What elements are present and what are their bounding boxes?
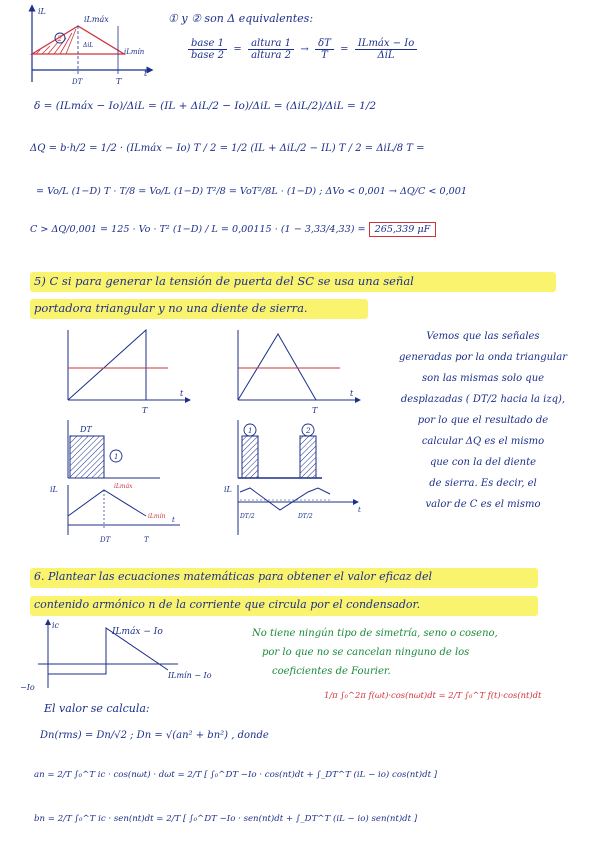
top-graph-circle: 2 bbox=[57, 35, 62, 43]
top-graph-peak: iLmáx bbox=[84, 15, 109, 24]
section5-graphs bbox=[40, 320, 380, 550]
g5-left-il: iL bbox=[50, 485, 58, 494]
frac-base1: base 1 bbox=[188, 38, 227, 50]
g6-neg: −Io bbox=[20, 683, 35, 692]
g5-left-min: iLmín bbox=[148, 513, 166, 520]
g5-left-dt2: DT bbox=[100, 536, 111, 544]
eq-line-3: ΔQ = b·h/2 = 1/2 · (ILmáx − Io) T / 2 = 1/2 (IL + ΔiL/2 − IL) T / 2 = ΔiL/8 T = bbox=[30, 143, 425, 154]
g5-left-t: t bbox=[180, 389, 184, 398]
frac-base2: base 2 bbox=[191, 50, 224, 61]
top-triangle-graph bbox=[20, 2, 160, 90]
top-graph-taxis: t bbox=[144, 69, 148, 78]
s5-para-line: generadas por la onda triangular bbox=[399, 352, 567, 363]
bn-eq: bn = 2/T ∫₀^T ic · sen(nt)dt = 2/T [ ∫₀^DT −Io · sen(nt)dt + ∫_DT^T (iL − io) sen(nt)dt ] bbox=[34, 814, 418, 824]
eq-line-2: δ = (ILmáx − Io)/ΔiL = (IL + ΔiL/2 − Io)/ΔiL = (ΔiL/2)/ΔiL = 1/2 bbox=[34, 100, 377, 112]
top-graph-low: iLmín bbox=[124, 48, 145, 56]
s5-para-line: que con la del diente bbox=[429, 457, 537, 468]
frac-ilmax: ILmáx − Io bbox=[355, 38, 417, 50]
section5-paragraph bbox=[378, 326, 588, 515]
eq-line-4: = Vo/L (1−D) T · T/8 = Vo/L (1−D) T²/8 = VoT²/8L · (1−D) ; ΔVo < 0,001 → ΔQ/C < 0,001 bbox=[36, 186, 467, 197]
g5-right-taxis: t bbox=[358, 506, 361, 514]
section6-title-l1: 6. Plantear las ecuaciones matemáticas para obtener el valor eficaz del bbox=[34, 570, 433, 583]
eq-line-5 bbox=[30, 224, 436, 235]
g6-bot: ILmín − Io bbox=[168, 671, 212, 680]
g5-right-t: t bbox=[350, 389, 354, 398]
eq-line-1b: $\frac{\text{base 1}}{\text{base 2}}$ = $\frac{\text{altura 1}}{\text{altura 2}}$ → $\frac{\delta T}{T}$ = $\frac{\text{ILmáx − Io}}{\text{ΔiL}}$ bbox=[188, 38, 417, 61]
frac-alt1: altura 1 bbox=[248, 38, 294, 50]
g5-right-dt1: DT/2 bbox=[240, 513, 255, 520]
s5-para-line: calcular ΔQ es el mismo bbox=[421, 436, 545, 447]
g5-right-dt2: DT/2 bbox=[298, 513, 313, 520]
frac-dil: ΔiL bbox=[377, 50, 395, 61]
g5-left-taxis: t bbox=[172, 516, 175, 524]
section6-paragraph bbox=[252, 624, 592, 681]
g5-right-il: iL bbox=[224, 485, 232, 494]
top-graph-yaxis: iL bbox=[38, 7, 46, 16]
s5-para-line: de sierra. Es decir, el bbox=[429, 478, 537, 489]
g5-right-c2: 2 bbox=[306, 427, 311, 435]
frac-dt: δT bbox=[315, 38, 334, 50]
section6-title-l2: contenido armónico n de la corriente que circula por el condensador. bbox=[34, 598, 421, 611]
s5-para-line: valor de C es el mismo bbox=[425, 499, 541, 510]
section6-graph bbox=[18, 618, 268, 696]
section5-title-l1: 5) C si para generar la tensión de puerta del SC se usa una señal bbox=[34, 274, 414, 288]
g5-left-T: T bbox=[142, 406, 148, 415]
fourier-red-eq: 1/π ∫₀^2π f(ωt)·cos(nωt)dt = 2/T ∫₀^T f(t)·cos(nt)dt bbox=[324, 690, 542, 700]
s6-para-line: coeficientes de Fourier. bbox=[272, 666, 391, 677]
frac-alt2: altura 2 bbox=[251, 50, 291, 61]
g5-right-c1: 1 bbox=[248, 427, 253, 435]
frac-t: T bbox=[321, 50, 328, 61]
top-graph-dt: DT bbox=[72, 78, 83, 86]
section5-title-l2: portadora triangular y no una diente de sierra. bbox=[34, 301, 308, 315]
eq-line-1: ① y ② son Δ equivalentes: bbox=[168, 12, 314, 25]
dn-eq: Dn(rms) = Dn/√2 ; Dn = √(an² + bn²) , donde bbox=[40, 730, 269, 741]
g5-left-t2: T bbox=[144, 536, 149, 544]
g6-top: ILmáx − Io bbox=[112, 627, 163, 637]
g5-left-max: iLmáx bbox=[114, 483, 133, 490]
el-valor: El valor se calcula: bbox=[44, 702, 150, 715]
top-graph-delta: ΔiL bbox=[83, 42, 94, 49]
s5-para-line: por lo que el resultado de bbox=[417, 415, 549, 426]
s5-para-line: desplazadas ( DT/2 hacia la izq), bbox=[400, 394, 566, 405]
g5-left-circle: 1 bbox=[114, 453, 119, 461]
s6-para-line: por lo que no se cancelan ninguno de los bbox=[262, 647, 470, 658]
g5-left-dt: DT bbox=[80, 425, 92, 434]
eq-line-5-text: C > ΔQ/0,001 = 125 · Vo · T² (1−D) / L = 0,00115 · (1 − 3,33/4,33) = bbox=[30, 224, 366, 235]
an-eq: an = 2/T ∫₀^T ic · cos(nωt) · dωt = 2/T [ ∫₀^DT −Io · cos(nt)dt + ∫_DT^T (iL − io) cos(nt)dt ] bbox=[34, 770, 438, 780]
g6-ic: ic bbox=[52, 621, 60, 630]
s5-para-line: Vemos que las señales bbox=[426, 331, 540, 342]
result-box: 265,339 μF bbox=[369, 222, 437, 237]
s6-para-line: No tiene ningún tipo de simetría, seno o coseno, bbox=[252, 628, 498, 639]
top-graph-T: T bbox=[116, 77, 122, 86]
g5-right-T: T bbox=[312, 406, 318, 415]
s5-para-line: son las mismas solo que bbox=[421, 373, 545, 384]
